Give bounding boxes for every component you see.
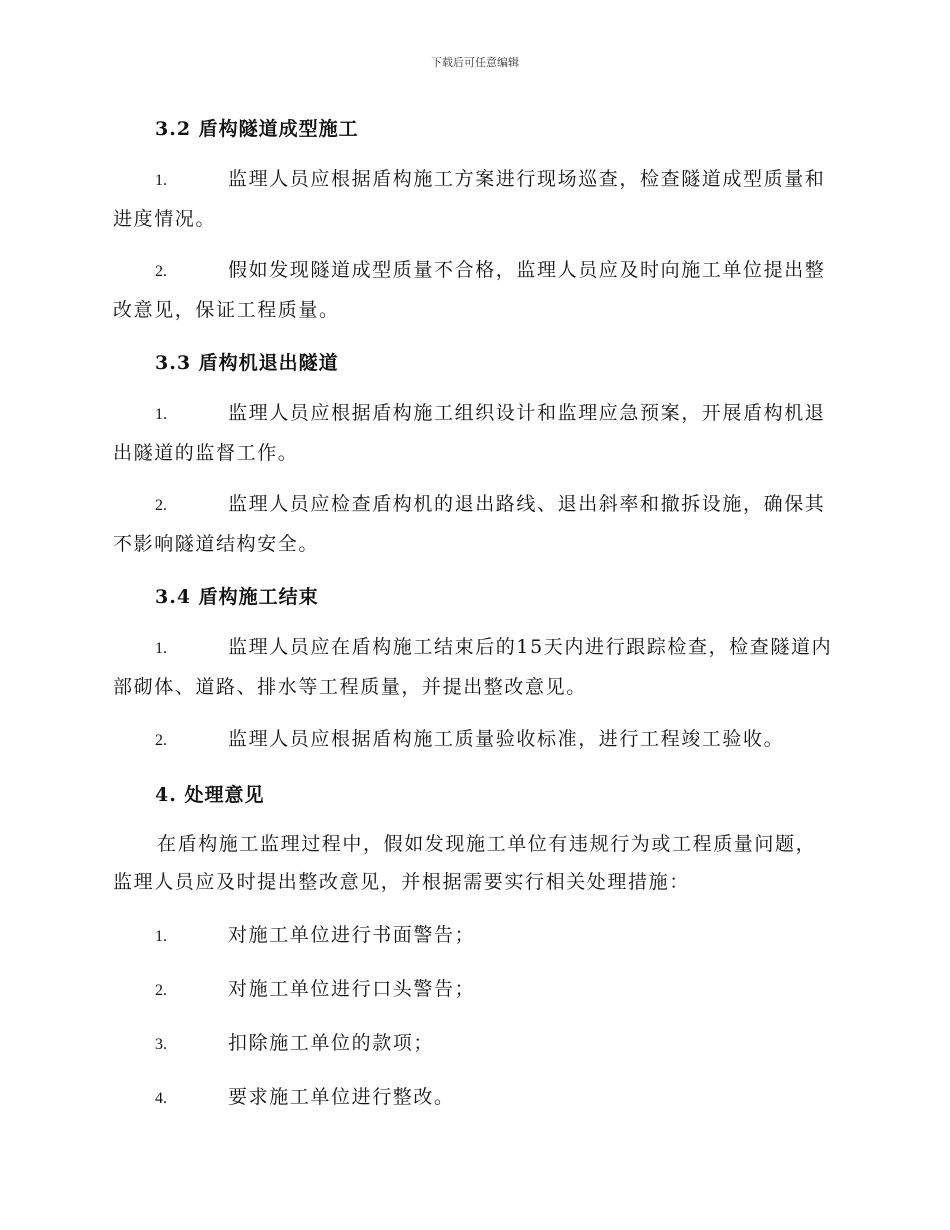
section-paragraph: 在盾构施工监理过程中，假如发现施工单位有违规行为或工程质量问题，监理人员应及时提出整改意见，并根据需要实行相关处理措施： xyxy=(113,833,817,893)
list-item-number: 2. xyxy=(155,263,167,280)
list-item-number: 4. xyxy=(155,1090,167,1107)
list-item xyxy=(113,160,833,238)
list-item-number: 1. xyxy=(155,172,167,189)
list-item-number: 1. xyxy=(155,928,167,945)
list-item xyxy=(113,251,833,329)
list-item-number: 3. xyxy=(155,1036,167,1053)
list-item-text: 扣除施工单位的款项； xyxy=(228,1032,435,1054)
list-item-text: 监理人员应根据盾构施工方案进行现场巡查，检查隧道成型质量和进度情况。 xyxy=(113,168,826,230)
section-heading-3-3: 3.3 盾构机退出隧道 xyxy=(155,352,339,374)
list-item-text: 监理人员应根据盾构施工组织设计和监理应急预案，开展盾构机退出隧道的监督工作。 xyxy=(113,402,826,464)
list-item-number: 1. xyxy=(155,640,167,657)
page-header: 下载后可任意编辑 xyxy=(431,56,519,69)
list-item-number: 2. xyxy=(155,732,167,749)
list-item-text: 监理人员应在盾构施工结束后的15天内进行跟踪检查，检查隧道内部砌体、道路、排水等工程质量，并提出整改意见。 xyxy=(113,636,833,698)
list-item-text: 监理人员应根据盾构施工质量验收标准，进行工程竣工验收。 xyxy=(228,728,785,750)
list-item-text: 假如发现隧道成型质量不合格，监理人员应及时向施工单位提出整改意见，保证工程质量。 xyxy=(113,259,826,321)
section-heading-3-4: 3.4 盾构施工结束 xyxy=(155,586,319,608)
section-heading-3-2: 3.2 盾构隧道成型施工 xyxy=(155,118,359,140)
list-item-text: 对施工单位进行口头警告； xyxy=(228,978,476,1000)
list-item-number: 1. xyxy=(155,406,167,423)
list-item-text: 监理人员应检查盾构机的退出路线、退出斜率和撤拆设施，确保其不影响隧道结构安全。 xyxy=(113,493,826,555)
list-item-text: 对施工单位进行书面警告； xyxy=(228,924,476,946)
list-item xyxy=(113,970,833,1010)
section-heading-4: 4. 处理意见 xyxy=(155,784,265,806)
list-item xyxy=(113,916,833,956)
list-item xyxy=(113,485,833,563)
list-item-number: 2. xyxy=(155,982,167,999)
list-item-text: 要求施工单位进行整改。 xyxy=(228,1086,455,1108)
list-item-number: 2. xyxy=(155,497,167,514)
list-item xyxy=(113,628,833,706)
list-item xyxy=(113,1024,833,1064)
list-item xyxy=(113,720,833,760)
list-item xyxy=(113,394,833,472)
list-item xyxy=(113,1078,833,1118)
